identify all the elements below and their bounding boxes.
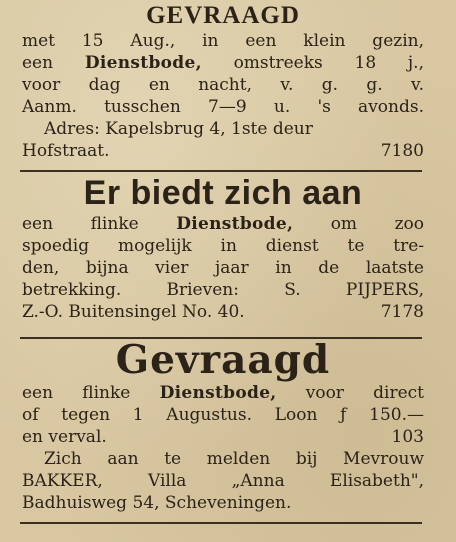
ad-text-line: den, bijna vier jaar in de laatste (22, 258, 424, 278)
ad-text-line: BAKKER, Villa „Anna Elisabeth", (22, 471, 424, 491)
ad-footer-line (22, 301, 424, 323)
ad-heading: Gevraagd (115, 337, 331, 383)
divider-rule (20, 170, 422, 172)
ad-number: 7178 (380, 302, 424, 322)
ad-text: met 15 Aug., in een klein gezin, (22, 31, 424, 51)
ad-text-line: spoedig mogelijk in dienst te tre- (22, 236, 424, 256)
ad-text: voor direct (276, 383, 424, 403)
ad-heading: Er biedt zich aan (83, 174, 363, 212)
ad-text-line (22, 52, 424, 74)
ad-number: 103 (391, 427, 424, 447)
ad-text: een (22, 53, 85, 73)
ad-text: voor dag en nacht, v. g. g. v. (22, 75, 424, 95)
ad-text: en verval. (22, 427, 107, 447)
ad-text: omstreeks 18 j., (201, 53, 424, 73)
ad-text: een flinke (22, 383, 160, 403)
ad-footer-line (22, 140, 424, 162)
cut-off-heading-fragment (40, 528, 420, 542)
ad-street: Hofstraat. (22, 141, 110, 161)
ad-text: een flinke (22, 214, 177, 234)
ad-text-line (22, 30, 424, 52)
ad-text-line (22, 382, 424, 404)
ad-footer-line (22, 426, 424, 448)
ad-text-line: of tegen 1 Augustus. Loon ƒ 150.— (22, 405, 424, 425)
ad-keyword: Dienstbode, (84, 53, 202, 73)
ad-keyword: Dienstbode, (159, 383, 277, 403)
ad-text: Aanm. tusschen 7—9 u. 's avonds. (22, 97, 424, 117)
ad-heading: GEVRAAGD (146, 2, 300, 29)
ad-text-line (22, 96, 424, 118)
ad-text: om zoo (293, 214, 425, 234)
cut-off-heading-shape (40, 532, 420, 542)
divider-rule (20, 522, 422, 524)
ad-text-line: Zich aan te melden bij Mevrouw (44, 449, 424, 469)
ad-keyword: Dienstbode, (176, 214, 294, 234)
ad-er-biedt-zich-aan (22, 173, 424, 323)
ad-text-line (22, 213, 424, 235)
ad-text-line: Badhuisweg 54, Scheveningen. (22, 493, 292, 513)
ad-address-line: Adres: Kapelsbrug 4, 1ste deur (44, 119, 313, 139)
ad-gevraagd-1 (22, 2, 424, 162)
ad-text-line: betrekking. Brieven: S. PIJPERS, (22, 280, 424, 300)
ad-gevraagd-2 (22, 338, 424, 514)
ad-text-line (22, 74, 424, 96)
ad-address: Z.-O. Buitensingel No. 40. (22, 302, 245, 322)
ad-number: 7180 (380, 141, 424, 161)
